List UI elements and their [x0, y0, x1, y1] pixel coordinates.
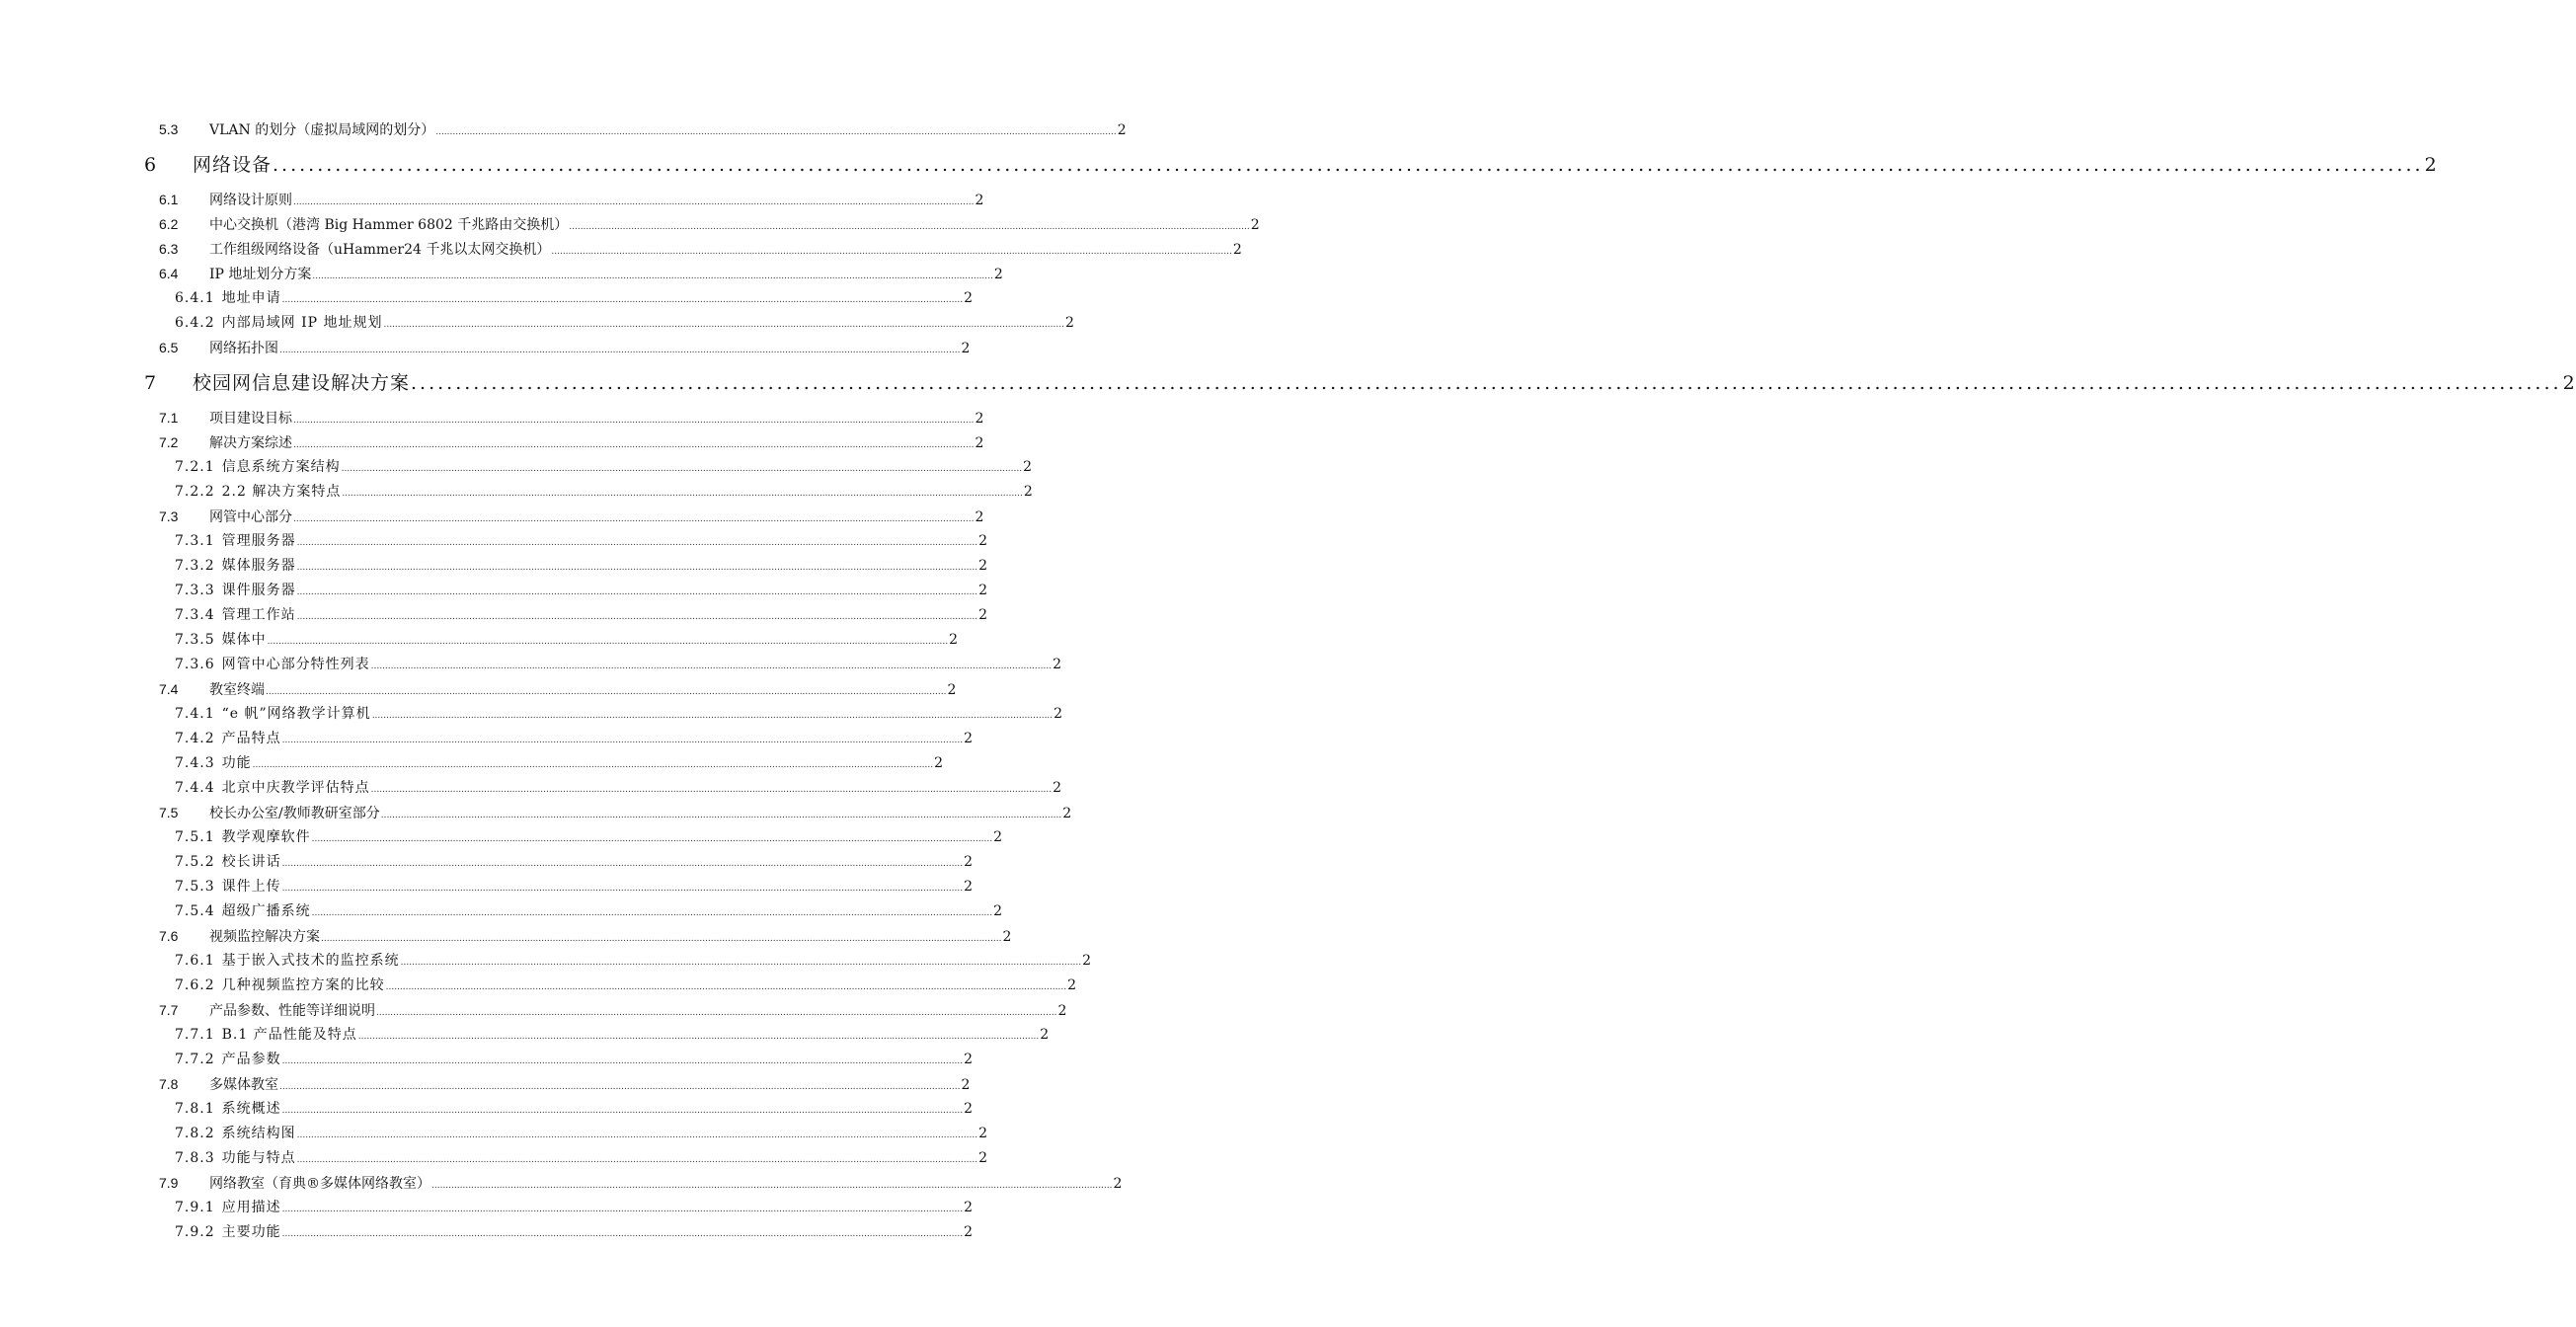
toc-entry-title: 产品参数、性能等详细说明 — [209, 1003, 375, 1019]
toc-dot-leader: ................................................................................................................................................................................................................................................. — [376, 1008, 1057, 1018]
toc-dot-leader: ................................................................................................................................................................................................................................................. — [293, 440, 975, 450]
toc-page-number: 2 — [2562, 372, 2576, 394]
toc-entry-level-3[interactable] — [0, 751, 945, 776]
toc-page-number: 2 — [961, 1077, 971, 1093]
toc-page-number: 2 — [1250, 217, 1260, 233]
toc-entry-number: 6.4.2 — [175, 315, 215, 331]
toc-entry-level-3[interactable] — [0, 529, 989, 554]
toc-entry-level-3[interactable] — [0, 1146, 989, 1171]
toc-entry-level-3[interactable] — [0, 628, 960, 653]
toc-entry-title: 应用描述 — [221, 1200, 281, 1215]
toc-entry-level-2[interactable] — [0, 801, 1072, 825]
toc-page-number: 2 — [1023, 459, 1034, 475]
toc-dot-leader: ................................................................................................................................................................................................................................................. — [435, 127, 1117, 137]
toc-dot-leader: ................................................................................................................................................................................................................................................. — [370, 662, 1053, 671]
toc-dot-leader: ................................................................................................................................................................................................................................................. — [293, 514, 975, 524]
toc-dot-leader: ................................................................................................................................................................................................................................................. — [400, 958, 1082, 968]
toc-entry-number: 7.3.6 — [175, 657, 215, 672]
toc-entry-level-3[interactable] — [0, 899, 1004, 924]
toc-dot-leader: ................................................................................................................................................................................................................................................. — [252, 760, 934, 770]
toc-entry-title: 媒体中 — [221, 632, 267, 648]
toc-entry-title: 媒体服务器 — [221, 558, 296, 574]
toc-entry-level-3[interactable] — [0, 1097, 975, 1122]
toc-entry-title: 管理工作站 — [221, 607, 296, 623]
toc-dot-leader: ................................................................................................................................................................................................................................................. — [342, 489, 1023, 499]
toc-entry-title: 地址申请 — [221, 290, 281, 306]
toc-entry-title: 信息系统方案结构 — [221, 459, 341, 475]
toc-page-number: 2 — [1057, 1003, 1067, 1019]
toc-page-number: 2 — [1054, 706, 1064, 722]
toc-entry-level-3[interactable] — [0, 1220, 975, 1245]
toc-entry-level-2[interactable] — [0, 677, 957, 702]
toc-entry-title: 校长办公室/教师教研室部分 — [209, 806, 380, 821]
toc-entry-title: 课件服务器 — [221, 583, 296, 598]
toc-entry-title: 多媒体教室 — [209, 1077, 278, 1093]
toc-entry-level-3[interactable] — [0, 286, 975, 311]
toc-entry-title: 功能与特点 — [221, 1150, 296, 1166]
toc-entry-title: 系统结构图 — [221, 1126, 296, 1141]
toc-entry-level-2[interactable] — [0, 117, 1127, 142]
toc-entry-level-3[interactable] — [0, 653, 1063, 677]
toc-entry-number: 7.3.2 — [175, 558, 215, 574]
toc-entry-title: 功能 — [221, 755, 252, 771]
toc-entry-number: 6.3 — [159, 241, 179, 257]
toc-entry-number: 7.6.2 — [175, 977, 215, 993]
toc-entry-number: 7.4.1 — [175, 706, 215, 722]
toc-page-number: 2 — [978, 1150, 989, 1166]
toc-page-number: 2 — [964, 1224, 975, 1240]
toc-entry-title: 网络拓扑图 — [209, 341, 278, 356]
toc-page-number: 2 — [2424, 154, 2438, 176]
toc-entry-title: 工作组级网络设备（uHammer24 千兆以太网交换机） — [209, 242, 551, 258]
toc-entry-title: 校园网信息建设解决方案 — [193, 372, 411, 394]
toc-entry-title: 网管中心部分 — [209, 509, 292, 525]
toc-entry-number: 7.3.4 — [175, 607, 215, 623]
toc-page-number: 2 — [975, 193, 984, 208]
toc-dot-leader: ................................................................................................................................................................................................................................................. — [357, 1032, 1040, 1042]
toc-page-number: 2 — [949, 632, 960, 648]
toc-entry-number: 7.8.1 — [175, 1101, 215, 1117]
toc-entry-level-3[interactable] — [0, 311, 1075, 336]
toc-entry-title: 基于嵌入式技术的监控系统 — [221, 953, 400, 969]
toc-entry-level-2[interactable] — [0, 430, 984, 455]
toc-entry-number: 7.3.5 — [175, 632, 215, 648]
toc-entry-number: 7.5.2 — [175, 854, 215, 870]
toc-entry-level-2[interactable] — [0, 505, 984, 529]
toc-page-number: 2 — [1082, 953, 1093, 969]
toc-entry-title: 内部局域网 IP 地址规划 — [221, 315, 383, 331]
toc-entry-title: 视频监控解决方案 — [209, 929, 320, 945]
toc-entry-number: 7.2.2 — [175, 484, 215, 500]
toc-entry-level-2[interactable] — [0, 212, 1260, 237]
toc-entry-title: B.1 产品性能及特点 — [221, 1027, 357, 1043]
toc-entry-number: 7.7 — [159, 1002, 179, 1018]
toc-dot-leader: ................................................................................................................................................................................................................................................. — [281, 1229, 964, 1239]
toc-entry-title: 解决方案综述 — [209, 435, 292, 451]
toc-dot-leader: ................................................................................................................................................................................................................................................. — [383, 320, 1064, 330]
toc-entry-title: VLAN 的划分（虚拟局域网的划分） — [209, 122, 435, 138]
toc-dot-leader: ................................................................................................................................................................................................................................................. — [296, 1155, 978, 1165]
toc-entry-level-2[interactable] — [0, 188, 984, 212]
toc-entry-level-3[interactable] — [0, 850, 975, 875]
toc-dot-leader: ................................................................................................................................................................................................................................................. — [321, 934, 1002, 944]
toc-dot-leader: ................................................................................................................................................................................................................................................. — [281, 1056, 964, 1066]
toc-entry-number: 7.3.3 — [175, 583, 215, 598]
toc-entry-title: 网管中心部分特性列表 — [221, 657, 370, 672]
toc-page-number: 2 — [964, 1200, 975, 1215]
toc-entry-level-2[interactable] — [0, 998, 1067, 1023]
toc-entry-level-3[interactable] — [0, 554, 989, 579]
toc-page-number: 2 — [993, 829, 1004, 845]
toc-entry-title: 超级广播系统 — [221, 903, 311, 919]
toc-page-number: 2 — [1023, 484, 1034, 500]
toc-page-number: 2 — [964, 1101, 975, 1117]
toc-entry-title: 项目建设目标 — [209, 411, 292, 427]
toc-entry-title: 产品参数 — [221, 1052, 281, 1067]
toc-entry-number: 6 — [144, 154, 158, 176]
toc-dot-leader: ................................................................................................................................................................................................................................................. — [266, 687, 947, 697]
toc-dot-leader: ................................................................................................................................................................................................................................................. — [296, 563, 978, 573]
toc-entry-title: IP 地址划分方案 — [209, 267, 312, 282]
toc-dot-leader: ................................................................................................................................................................................................................................................. — [311, 834, 993, 844]
toc-entry-number: 7.9.1 — [175, 1200, 215, 1215]
toc-dot-leader: ................................................................................................................................................................................................................................................. — [293, 416, 975, 426]
toc-dot-leader: ................................................................................................................................................................................................................................................. — [281, 859, 964, 869]
toc-entry-number: 6.4.1 — [175, 290, 215, 306]
toc-dot-leader: ................................................................................................................................................................................................................................................. — [296, 538, 978, 548]
toc-entry-number: 7.8.3 — [175, 1150, 215, 1166]
toc-dot-leader: ................................................................................................................................................................................................................................................. — [296, 612, 978, 622]
toc-entry-number: 7.5.3 — [175, 879, 215, 895]
toc-dot-leader: ................................................................................................................................................................................................................................................. — [380, 811, 1062, 820]
toc-dot-leader: ................................................................................................................................................................................................................................................. — [281, 736, 964, 745]
toc-entry-level-2[interactable] — [0, 924, 1012, 949]
toc-entry-level-3[interactable] — [0, 1122, 989, 1146]
toc-entry-title: 系统概述 — [221, 1101, 281, 1117]
toc-entry-number: 7 — [144, 372, 158, 394]
toc-entry-number: 6.2 — [159, 216, 179, 232]
toc-entry-number: 7.5.4 — [175, 903, 215, 919]
toc-page-number: 2 — [934, 755, 945, 771]
toc-entry-level-2[interactable] — [0, 336, 971, 360]
toc-entry-level-3[interactable] — [0, 727, 975, 751]
toc-entry-number: 7.8 — [159, 1076, 179, 1092]
toc-dot-leader: ................................................................................................................................................................................................................................................. — [267, 637, 949, 647]
toc-page-number: 2 — [1053, 657, 1063, 672]
toc-page-number: 2 — [978, 583, 989, 598]
toc-page-number: 2 — [975, 509, 984, 525]
toc-entry-number: 7.4.3 — [175, 755, 215, 771]
toc-entry-level-2[interactable] — [0, 237, 1242, 262]
toc-page-number: 2 — [1002, 929, 1012, 945]
toc-entry-number: 7.3.1 — [175, 533, 215, 549]
toc-dot-leader: ................................................................................................................................................................................................................................................. — [312, 272, 993, 281]
toc-dot-leader: ................................................................................................................................................................................................................................................. — [569, 222, 1250, 232]
toc-entry-number: 7.3 — [159, 508, 179, 524]
toc-entry-title: 主要功能 — [221, 1224, 281, 1240]
toc-entry-level-3[interactable] — [0, 825, 1004, 850]
toc-entry-level-3[interactable] — [0, 579, 989, 603]
toc-entry-title: 管理服务器 — [221, 533, 296, 549]
toc-page-number: 2 — [993, 903, 1004, 919]
toc-entry-number: 7.5.1 — [175, 829, 215, 845]
toc-entry-number: 7.2.1 — [175, 459, 215, 475]
toc-dot-leader: ................................................................................................................................................................................................................................................. — [281, 295, 964, 305]
toc-page-number: 2 — [964, 290, 975, 306]
toc-dot-leader: ................................................................................................................................................................................................................................................. — [311, 908, 993, 918]
toc-entry-number: 7.4 — [159, 681, 179, 697]
toc-entry-level-3[interactable] — [0, 875, 975, 899]
toc-dot-leader: ................................................................................................................................................................................................................................................. — [281, 1106, 964, 1116]
toc-entry-level-3[interactable] — [0, 455, 1034, 480]
toc-entry-title: 教室终端 — [209, 682, 265, 698]
toc-page-number: 2 — [1232, 242, 1242, 258]
toc-entry-number: 7.4.4 — [175, 780, 215, 796]
toc-page-number: 2 — [964, 731, 975, 746]
toc-entry-number: 7.1 — [159, 410, 179, 426]
toc-entry-level-3[interactable] — [0, 1048, 975, 1072]
toc-dot-leader: ................................................................................................................................................................................................................................................. — [341, 464, 1023, 474]
toc-page-number: 2 — [1053, 780, 1063, 796]
toc-entry-number: 7.7.2 — [175, 1052, 215, 1067]
toc-entry-title: 几种视频监控方案的比较 — [221, 977, 385, 993]
toc-page-number: 2 — [961, 341, 971, 356]
toc-entry-number: 5.3 — [159, 121, 179, 137]
toc-entry-number: 7.6 — [159, 928, 179, 944]
toc-entry-title: 北京中庆教学评估特点 — [221, 780, 370, 796]
toc-page-number: 2 — [978, 533, 989, 549]
toc-entry-level-3[interactable] — [0, 1196, 975, 1220]
toc-dot-leader: ................................................................................................................................................................................................................................................. — [411, 372, 2562, 394]
toc-entry-number: 7.8.2 — [175, 1126, 215, 1141]
toc-dot-leader: ................................................................................................................................................................................................................................................. — [279, 346, 961, 355]
toc-entry-level-2[interactable] — [0, 1072, 971, 1097]
toc-entry-level-1[interactable] — [0, 360, 2576, 406]
toc-dot-leader: ................................................................................................................................................................................................................................................. — [551, 247, 1232, 257]
toc-entry-level-2[interactable] — [0, 1171, 1123, 1196]
toc-dot-leader: ................................................................................................................................................................................................................................................. — [281, 1205, 964, 1214]
toc-entry-number: 7.9.2 — [175, 1224, 215, 1240]
toc-page-number: 2 — [1067, 977, 1078, 993]
toc-page-number: 2 — [1040, 1027, 1051, 1043]
toc-entry-number: 6.4 — [159, 266, 179, 281]
toc-entry-title: “e 帆”网络教学计算机 — [221, 706, 371, 722]
toc-page-number: 2 — [978, 558, 989, 574]
toc-entry-number: 6.5 — [159, 340, 179, 355]
toc-dot-leader: ................................................................................................................................................................................................................................................. — [371, 711, 1054, 721]
toc-entry-level-3[interactable] — [0, 1023, 1051, 1048]
toc-entry-title: 课件上传 — [221, 879, 281, 895]
toc-entry-title: 产品特点 — [221, 731, 281, 746]
toc-page-number: 2 — [978, 607, 989, 623]
toc-page-number: 2 — [975, 411, 984, 427]
toc-page-number: 2 — [978, 1126, 989, 1141]
toc-entry-number: 7.9 — [159, 1175, 179, 1191]
toc-entry-level-3[interactable] — [0, 974, 1078, 998]
toc-entry-level-2[interactable] — [0, 406, 984, 430]
toc-page-number: 2 — [1117, 122, 1127, 138]
toc-entry-number: 7.5 — [159, 805, 179, 820]
toc-page-number: 2 — [975, 435, 984, 451]
toc-dot-leader: ................................................................................................................................................................................................................................................. — [370, 785, 1053, 795]
toc-dot-leader: ................................................................................................................................................................................................................................................. — [296, 1131, 978, 1140]
toc-entry-number: 7.6.1 — [175, 953, 215, 969]
toc-entry-number: 6.1 — [159, 192, 179, 207]
toc-dot-leader: ................................................................................................................................................................................................................................................. — [293, 197, 975, 207]
toc-entry-level-3[interactable] — [0, 603, 989, 628]
toc-entry-title: 2.2 解决方案特点 — [221, 484, 342, 500]
toc-page-number: 2 — [947, 682, 957, 698]
toc-entry-level-3[interactable] — [0, 949, 1093, 974]
toc-page-number: 2 — [1064, 315, 1075, 331]
toc-entry-title: 网络设计原则 — [209, 193, 292, 208]
toc-entry-number: 7.2 — [159, 434, 179, 450]
toc-entry-level-1[interactable] — [0, 142, 2438, 188]
toc-entry-number: 7.4.2 — [175, 731, 215, 746]
toc-entry-level-2[interactable] — [0, 262, 1003, 286]
toc-dot-leader: ................................................................................................................................................................................................................................................. — [281, 884, 964, 894]
table-of-contents — [0, 117, 2576, 1245]
toc-entry-level-3[interactable] — [0, 776, 1063, 801]
toc-entry-number: 7.7.1 — [175, 1027, 215, 1043]
toc-entry-title: 网络教室（育典®多媒体网络教室） — [209, 1176, 430, 1192]
toc-dot-leader: ................................................................................................................................................................................................................................................. — [273, 154, 2424, 176]
toc-entry-title: 教学观摩软件 — [221, 829, 311, 845]
toc-dot-leader: ................................................................................................................................................................................................................................................. — [431, 1181, 1113, 1191]
toc-page-number: 2 — [1113, 1176, 1123, 1192]
toc-entry-title: 校长讲话 — [221, 854, 281, 870]
toc-dot-leader: ................................................................................................................................................................................................................................................. — [385, 982, 1067, 992]
toc-entry-title: 网络设备 — [193, 154, 273, 176]
toc-page-number: 2 — [964, 879, 975, 895]
toc-page-number: 2 — [964, 854, 975, 870]
toc-page-number: 2 — [964, 1052, 975, 1067]
toc-dot-leader: ................................................................................................................................................................................................................................................. — [279, 1082, 961, 1092]
toc-page-number: 2 — [1062, 806, 1072, 821]
toc-page-number: 2 — [993, 267, 1003, 282]
toc-entry-title: 中心交换机（港湾 Big Hammer 6802 千兆路由交换机） — [209, 217, 569, 233]
toc-entry-level-3[interactable] — [0, 702, 1064, 727]
toc-entry-level-3[interactable] — [0, 480, 1034, 505]
toc-dot-leader: ................................................................................................................................................................................................................................................. — [296, 587, 978, 597]
